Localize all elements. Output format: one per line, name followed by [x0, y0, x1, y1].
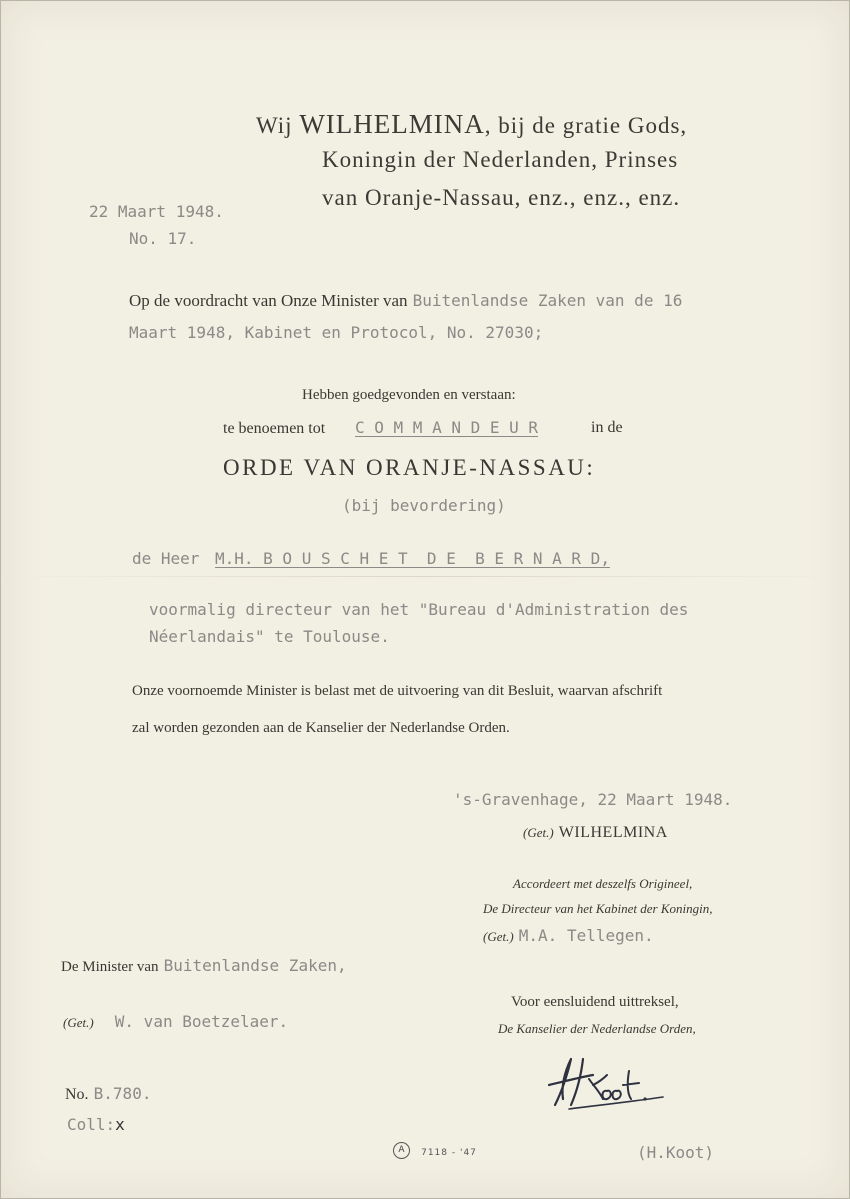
extract-line-2: De Kanselier der Nederlandse Orden,: [498, 1021, 696, 1036]
no-value: B.780.: [93, 1084, 152, 1103]
coll-mark: x: [115, 1115, 125, 1134]
queen-name: WILHELMINA: [558, 824, 668, 841]
printer-mark: [393, 1140, 477, 1159]
minister-prefix: De Minister van: [61, 959, 159, 975]
queen-signature: [523, 822, 668, 842]
printer-logo-icon: A: [393, 1142, 410, 1159]
koot-typed-name: (H.Koot): [637, 1143, 715, 1162]
header-line-1: [256, 109, 687, 140]
order-name: ORDE VAN ORANJE-NASSAU:: [223, 455, 596, 480]
certification-line-1: Accordeert met deszelfs Origineel,: [513, 876, 693, 891]
header-line-2: Koningin der Nederlanden, Prinses: [322, 147, 679, 172]
rank-commandeur: C O M M A N D E U R: [355, 418, 539, 437]
registry-number: [65, 1084, 151, 1104]
no-label: No.: [65, 1086, 89, 1103]
decision-found: Hebben goedgevonden en verstaan:: [302, 387, 516, 403]
certification-line-2: De Directeur van het Kabinet der Koningin,: [483, 901, 713, 916]
queen-get-label: (Get.): [523, 825, 554, 840]
recipient-description-2: Néerlandais" te Toulouse.: [149, 627, 390, 646]
certification-signature: [483, 926, 654, 945]
paper-fold: [1, 576, 849, 577]
execution-line-1: Onze voornoemde Minister is belast met de uitvoering van dit Besluit, waarvan afschrift: [132, 683, 663, 699]
minister-get-label: (Get.): [63, 1015, 94, 1030]
minister-signature: [63, 1012, 288, 1031]
appointment-line: [223, 418, 325, 438]
koot-signature: [541, 1041, 671, 1116]
proposal-text: Op de voordracht van Onze Minister van: [129, 291, 408, 310]
minister-name: W. van Boetzelaer.: [114, 1012, 289, 1031]
appoint-suffix: in de: [591, 419, 623, 436]
header-line-3: van Oranje-Nassau, enz., enz., enz.: [322, 185, 681, 210]
header-monarch-name: WILHELMINA: [299, 109, 485, 139]
header-suffix: , bij de gratie Gods,: [484, 113, 688, 138]
coll-label: Coll:: [67, 1115, 116, 1134]
extract-line-1: Voor eensluidend uittreksel,: [511, 994, 679, 1010]
minister-line: [61, 956, 347, 976]
proposal-typed-1: Buitenlandse Zaken van de 16: [412, 291, 683, 310]
decree-date: 22 Maart 1948.: [89, 202, 224, 221]
minister-dept: Buitenlandse Zaken,: [163, 956, 347, 975]
recipient-name: M.H. B O U S C H E T D E B E R N A R D,: [215, 549, 610, 568]
printer-code: 7118 - '47: [421, 1148, 477, 1158]
header-prefix: Wij: [256, 113, 293, 138]
proposal-line-1: [129, 291, 682, 311]
proposal-line-2: Maart 1948, Kabinet en Protocol, No. 27030;: [129, 323, 544, 342]
appoint-prefix: te benoemen tot: [223, 420, 326, 437]
place-date: 's-Gravenhage, 22 Maart 1948.: [453, 790, 733, 809]
coll-line: [67, 1115, 125, 1134]
cert-get-label: (Get.): [483, 929, 514, 944]
promotion-note: (bij bevordering): [342, 496, 506, 515]
recipient-description-1: voormalig directeur van het "Bureau d'Administration des: [149, 600, 689, 619]
recipient-prefix: de Heer: [132, 549, 200, 568]
execution-line-2: zal worden gezonden aan de Kanselier der Nederlandse Orden.: [132, 720, 510, 736]
cert-name: M.A. Tellegen.: [518, 926, 654, 945]
decree-number: No. 17.: [129, 229, 197, 248]
